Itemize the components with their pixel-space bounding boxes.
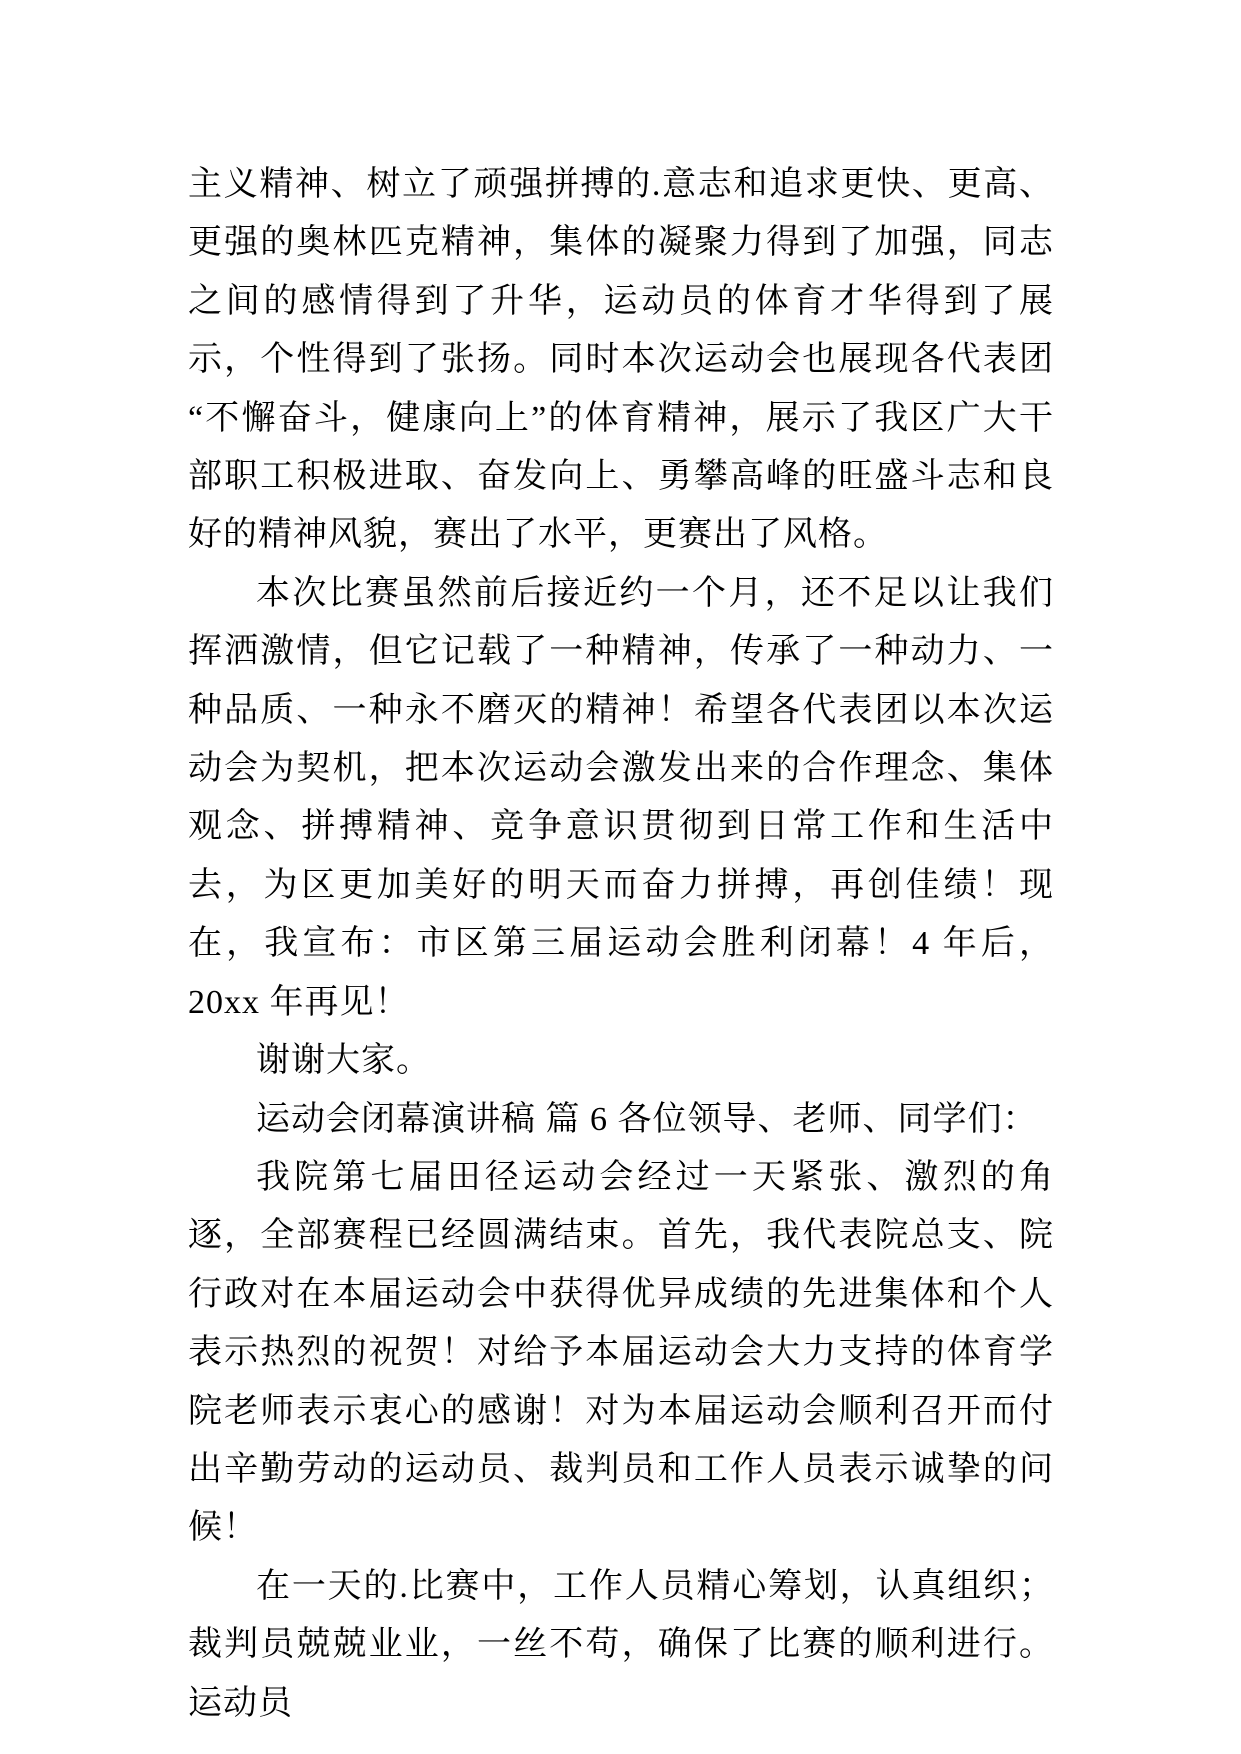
document-body — [188, 0, 1054, 1733]
paragraph: 我院第七届田径运动会经过一天紧张、激烈的角逐，全部赛程已经圆满结束。首先，我代表院总支、院行政对在本届运动会中获得优异成绩的先进集体和个人表示热烈的祝贺！对给予本届运动会大力支持的体育学院老师表示衷心的感谢！对为本届运动会顺利召开而付出辛勤劳动的运动员、裁判员和工作人员表示诚挚的问候！ — [188, 1158, 1054, 1547]
paragraph: 本次比赛虽然前后接近约一个月，还不足以让我们挥洒激情，但它记载了一种精神，传承了一种动力、一种品质、一种永不磨灭的精神！希望各代表团以本次运动会为契机，把本次运动会激发出来的合作理念、集体观念、拼搏精神、竞争意识贯彻到日常工作和生活中去，为区更加美好的明天而奋力拼搏，再创佳绩！现在，我宣布：市区第三届运动会胜利闭幕！4 年后，20xx 年再见！ — [188, 574, 1054, 1021]
paragraph: 运动会闭幕演讲稿 篇 6 各位领导、老师、同学们： — [256, 1100, 1038, 1138]
paragraph: 谢谢大家。 — [256, 1042, 431, 1080]
paragraph: 在一天的.比赛中，工作人员精心筹划，认真组织；裁判员兢兢业业，一丝不苟，确保了比赛的顺利进行。运动员 — [188, 1567, 1054, 1722]
paragraph: 主义精神、树立了顽强拼搏的.意志和追求更快、更高、更强的奥林匹克精神，集体的凝聚力得到了加强，同志之间的感情得到了升华，运动员的体育才华得到了展示，个性得到了张扬。同时本次运动会也展现各代表团“不懈奋斗，健康向上”的体育精神，展示了我区广大干部职工积极进取、奋发向上、勇攀高峰的旺盛斗志和良好的精神风貌，赛出了水平，更赛出了风格。 — [188, 166, 1054, 554]
